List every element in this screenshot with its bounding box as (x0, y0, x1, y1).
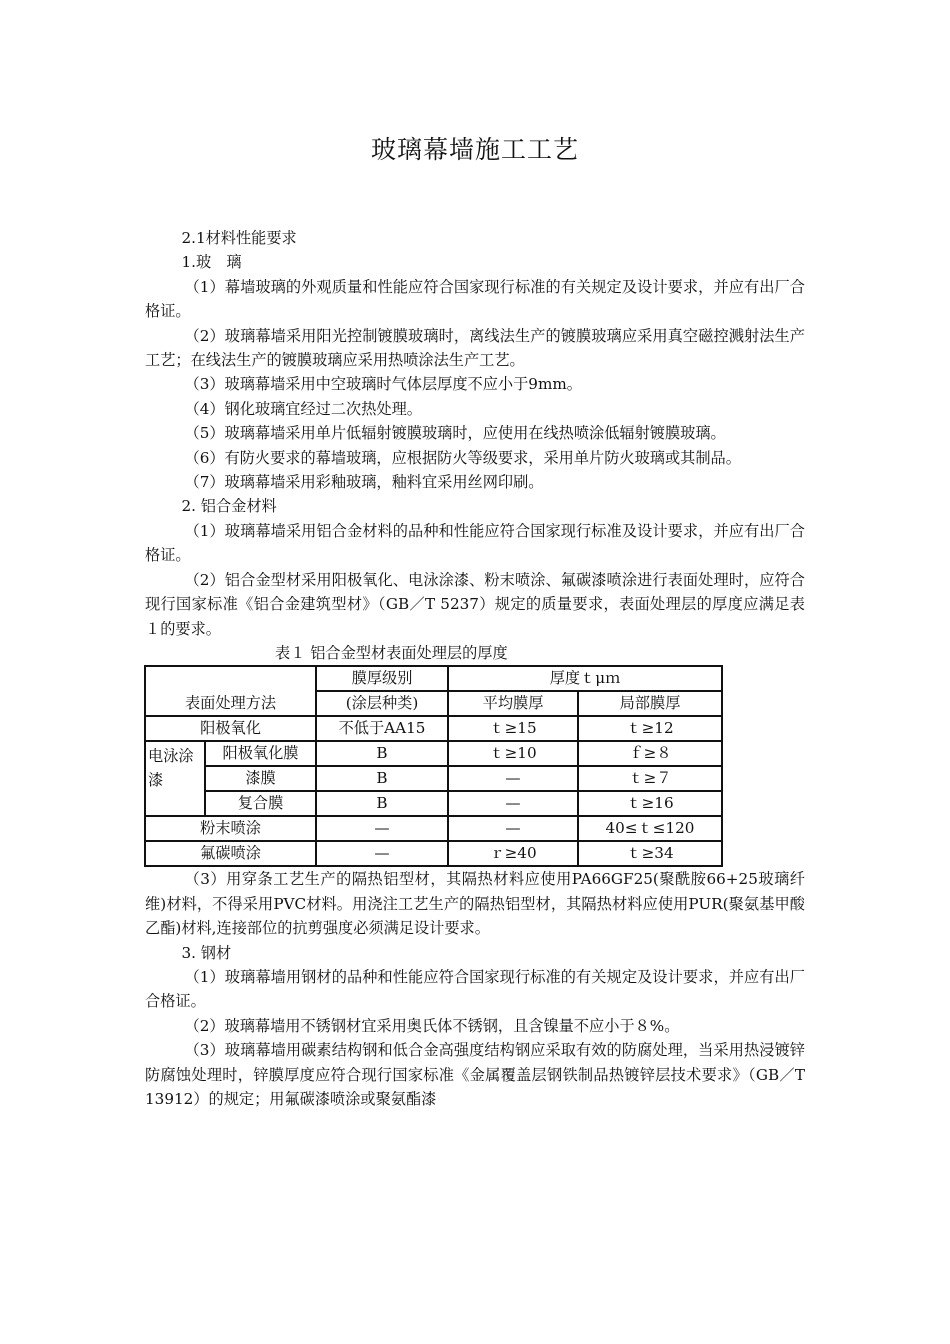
cell-local: ｔ≥34 (578, 841, 722, 866)
cell-grade: B (316, 741, 448, 766)
table-header-row-1 (145, 666, 722, 691)
cell-method: 粉末喷涂 (145, 816, 316, 841)
cell-method: 复合膜 (205, 791, 316, 816)
header-method: 表面处理方法 (145, 666, 316, 716)
cell-avg: — (448, 791, 578, 816)
surface-treatment-table (144, 665, 723, 867)
header-thickness: 厚度ｔμｍ (448, 666, 722, 691)
cell-local: ｆ≥８ (578, 741, 722, 766)
table-row (145, 741, 722, 766)
header-grade-line2: (涂层种类) (316, 691, 448, 716)
header-avg: 平均膜厚 (448, 691, 578, 716)
paragraph: （3）用穿条工艺生产的隔热铝型材，其隔热材料应使用PA66GF25(聚酰胺66+25玻璃纤维)材料，不得采用PVC材料。用浇注工艺生产的隔热铝型材，其隔热材料应使用PUR(聚氨基甲酸乙酯)材料,连接部位的抗剪强度必须满足设计要求。 (145, 870, 805, 938)
cell-local: ｔ≥16 (578, 791, 722, 816)
paragraph: （1）玻璃幕墙用钢材的品种和性能应符合国家现行标准的有关规定及设计要求，并应有出厂合格证。 (145, 967, 805, 1011)
section-heading: 3. 钢材 (181, 943, 232, 962)
cell-method: 阳极氧化 (145, 716, 316, 741)
table-row (145, 766, 722, 791)
cell-avg: — (448, 816, 578, 841)
section-heading: 1.玻 璃 (181, 253, 242, 272)
cell-method: 氟碳喷涂 (145, 841, 316, 866)
paragraph: （3）玻璃幕墙采用中空玻璃时气体层厚度不应小于9mm。 (184, 375, 582, 394)
cell-electro-group: 电泳涂漆 (145, 741, 205, 816)
paragraph: （5）玻璃幕墙采用单片低辐射镀膜玻璃时，应使用在线热喷涂低辐射镀膜玻璃。 (184, 424, 726, 443)
paragraph: （4）钢化玻璃宜经过二次热处理。 (184, 399, 422, 418)
cell-local: ｔ≥７ (578, 766, 722, 791)
paragraph: （2）玻璃幕墙用不锈钢材宜采用奥氏体不锈钢，且含镍量不应小于８%。 (184, 1016, 680, 1035)
table-row (145, 791, 722, 816)
header-local: 局部膜厚 (578, 691, 722, 716)
header-grade-line1: 膜厚级别 (316, 666, 448, 691)
paragraphs-part1 (145, 226, 805, 641)
paragraph: （1）幕墙玻璃的外观质量和性能应符合国家现行标准的有关规定及设计要求，并应有出厂合格证。 (145, 277, 805, 321)
paragraph: （2）玻璃幕墙采用阳光控制镀膜玻璃时，离线法生产的镀膜玻璃应采用真空磁控溅射法生产工艺；在线法生产的镀膜玻璃应采用热喷涂法生产工艺。 (145, 326, 805, 370)
table-row (145, 716, 722, 741)
paragraph: （7）玻璃幕墙采用彩釉玻璃，釉料宜采用丝网印刷。 (184, 473, 544, 492)
paragraph: （1）玻璃幕墙采用铝合金材料的品种和性能应符合国家现行标准及设计要求，并应有出厂合格证。 (145, 521, 805, 565)
cell-method: 漆膜 (205, 766, 316, 791)
cell-local: 40≤ｔ≤120 (578, 816, 722, 841)
cell-local: ｔ≥12 (578, 716, 722, 741)
section-heading: 2.1材料性能要求 (181, 229, 297, 247)
paragraph: （6）有防火要求的幕墙玻璃，应根据防火等级要求，采用单片防火玻璃或其制品。 (184, 448, 741, 467)
cell-grade: B (316, 766, 448, 791)
table-row (145, 841, 722, 866)
cell-grade: — (316, 841, 448, 866)
cell-avg: ｒ≥40 (448, 841, 578, 866)
cell-grade: B (316, 791, 448, 816)
paragraphs-part2 (145, 867, 805, 1111)
paragraph: （2）铝合金型材采用阳极氧化、电泳涂漆、粉末喷涂、氟碳漆喷涂进行表面处理时，应符合现行国家标准《铝合金建筑型材》（GB／T 5237）规定的质量要求，表面处理层的厚度应满足表１的要求。 (145, 570, 805, 638)
document-title: 玻璃幕墙施工工艺 (370, 135, 579, 164)
cell-method: 阳极氧化膜 (205, 741, 316, 766)
table-caption: 表１ 铝合金型材表面处理层的厚度 (275, 643, 508, 662)
paragraph: （3）玻璃幕墙用碳素结构钢和低合金高强度结构钢应采取有效的防腐处理，当采用热浸镀锌防腐蚀处理时，锌膜厚度应符合现行国家标准《金属覆盖层钢铁制品热镀锌层技术要求》（GB／T 13912）的规定；用氟碳漆喷涂或聚氨酯漆 (145, 1041, 805, 1108)
cell-avg: ｔ≥15 (448, 716, 578, 741)
table-row (145, 816, 722, 841)
cell-grade: — (316, 816, 448, 841)
section-heading: 2. 铝合金材料 (181, 497, 277, 516)
cell-avg: ｔ≥10 (448, 741, 578, 766)
cell-avg: — (448, 766, 578, 791)
document-body (145, 226, 805, 1111)
cell-grade: 不低于AA15 (316, 716, 448, 741)
